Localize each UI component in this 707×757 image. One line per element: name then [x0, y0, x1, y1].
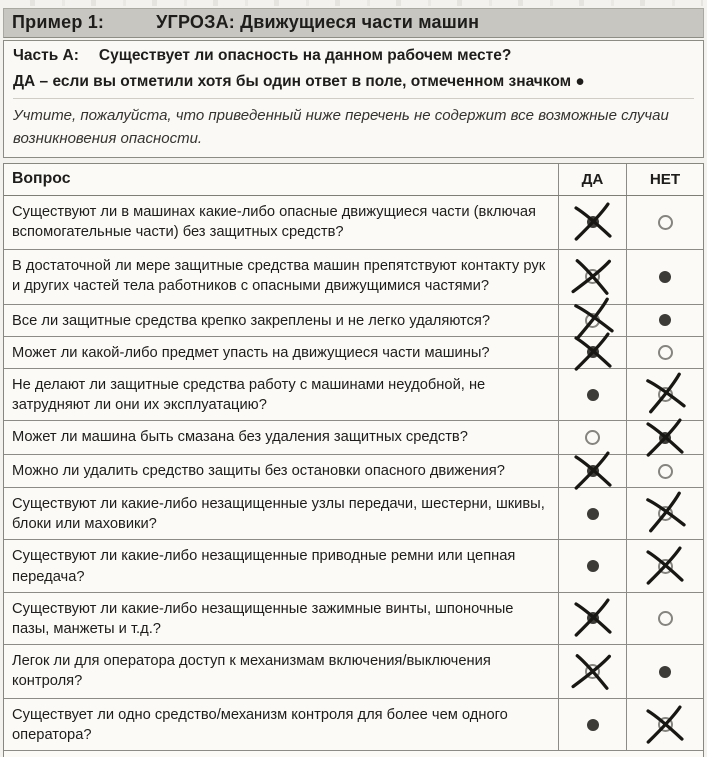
no-answer-cell [626, 250, 703, 304]
table-row [4, 421, 703, 455]
answer-mark [559, 540, 626, 591]
answer-empty-circle-icon [658, 464, 673, 479]
table-row [4, 196, 703, 250]
answer-mark [627, 337, 703, 368]
part-a-note: Учтите, пожалуйста, что приведенный ниже перечень не содержит все возможные случаи возникновения опасности. [13, 107, 669, 147]
part-a-heading-line [13, 47, 694, 65]
answer-filled-dot-icon [659, 666, 671, 678]
question-cell: Может ли машина быть смазана без удаления защитных средств? [12, 429, 468, 446]
question-cell: Существует ли одно средство/механизм контроля для более чем одного оператора? [12, 707, 508, 744]
answer-mark [559, 421, 626, 454]
answer-filled-dot-icon [587, 346, 599, 358]
yes-answer-cell [558, 337, 626, 368]
question-column-header: Вопрос [12, 170, 71, 187]
answer-empty-circle-icon [658, 387, 673, 402]
yes-column-header: ДА [558, 164, 626, 195]
question-cell: В достаточной ли мере защитные средства машин препятствуют контакту рук и других частей тела работников с опасными движущимися частями? [12, 257, 546, 294]
part-a-yes-rule: ДА – если вы отметили хотя бы один ответ в поле, отмеченном значком ● [13, 73, 694, 99]
table-row [4, 488, 703, 540]
answer-mark [559, 488, 626, 539]
question-cell: Существуют ли в машинах какие-либо опасные движущиеся части (включая вспомогательные части) без защитных средств? [12, 203, 536, 240]
example-label: Пример 1: [12, 12, 105, 32]
no-answer-cell [626, 645, 703, 698]
yes-answer-cell [558, 455, 626, 487]
answer-empty-circle-icon [585, 664, 600, 679]
no-answer-cell [626, 196, 703, 249]
answer-filled-dot-icon [659, 314, 671, 326]
no-answer-cell [626, 455, 703, 487]
yes-answer-cell [558, 540, 626, 591]
no-answer-cell [626, 421, 703, 454]
example-title-bar [3, 8, 704, 38]
answer-mark [559, 196, 626, 249]
answer-filled-dot-icon [659, 271, 671, 283]
answer-filled-dot-icon [587, 216, 599, 228]
no-answer-cell [626, 305, 703, 336]
answer-mark [559, 337, 626, 368]
table-row [4, 593, 703, 645]
question-cell: Все ли защитные средства крепко закреплены и не легко удаляются? [12, 312, 491, 329]
table-row [4, 305, 703, 337]
answer-empty-circle-icon [658, 345, 673, 360]
answer-mark [627, 250, 703, 304]
threat-title: УГРОЗА: Движущиеся части машин [156, 12, 480, 32]
cropped-next-row-artifact [4, 751, 703, 757]
answer-filled-dot-icon [659, 432, 671, 444]
answer-mark [559, 455, 626, 487]
yes-answer-cell [558, 645, 626, 698]
answer-mark [559, 250, 626, 304]
answer-filled-dot-icon [587, 719, 599, 731]
yes-answer-cell [558, 421, 626, 454]
answer-mark [559, 645, 626, 698]
part-a-label: Часть А: [13, 47, 79, 64]
no-answer-cell [626, 369, 703, 420]
answer-mark [627, 455, 703, 487]
table-row [4, 250, 703, 305]
answer-mark [627, 540, 703, 591]
answer-mark [627, 699, 703, 750]
answer-mark [627, 305, 703, 336]
question-cell: Легок ли для оператора доступ к механизмам включения/выключения контроля? [12, 653, 491, 690]
no-answer-cell [626, 337, 703, 368]
yes-answer-cell [558, 196, 626, 249]
answer-filled-dot-icon [587, 465, 599, 477]
answer-mark [627, 369, 703, 420]
question-cell: Существуют ли какие-либо незащищенные зажимные винты, шпоночные пазы, манжеты и т.д.? [12, 600, 514, 637]
table-row [4, 540, 703, 592]
answer-empty-circle-icon [585, 269, 600, 284]
answer-mark [627, 645, 703, 698]
question-cell: Существуют ли какие-либо незащищенные узлы передачи, шестерни, шкивы, блоки или маховики? [12, 496, 545, 533]
no-answer-cell [626, 540, 703, 591]
table-row [4, 455, 703, 488]
table-header-row [4, 164, 703, 196]
part-a-question: Существует ли опасность на данном рабочем месте? [98, 47, 512, 64]
answer-empty-circle-icon [585, 313, 600, 328]
answer-empty-circle-icon [658, 215, 673, 230]
answer-mark [559, 305, 626, 336]
question-cell: Не делают ли защитные средства работу с машинами неудобной, не затрудняют ли они их эксплуатацию? [12, 376, 486, 414]
answer-empty-circle-icon [658, 506, 673, 521]
yes-answer-cell [558, 369, 626, 420]
table-row [4, 699, 703, 751]
question-cell: Существуют ли какие-либо незащищенные приводные ремни или цепная передача? [12, 548, 516, 585]
yes-answer-cell [558, 699, 626, 750]
answer-filled-dot-icon [587, 560, 599, 572]
yes-answer-cell [558, 305, 626, 336]
answer-empty-circle-icon [658, 559, 673, 574]
question-cell: Может ли какой-либо предмет упасть на движущиеся части машины? [12, 344, 490, 361]
table-row [4, 337, 703, 369]
table-row [4, 369, 703, 421]
no-column-header: НЕТ [626, 164, 703, 195]
answer-mark [559, 369, 626, 420]
answer-mark [627, 196, 703, 249]
answer-mark [627, 593, 703, 644]
table-row [4, 645, 703, 699]
answer-empty-circle-icon [585, 430, 600, 445]
yes-answer-cell [558, 488, 626, 539]
no-answer-cell [626, 699, 703, 750]
answer-filled-dot-icon [587, 612, 599, 624]
answer-empty-circle-icon [658, 717, 673, 732]
answer-filled-dot-icon [587, 389, 599, 401]
part-a-section [3, 40, 704, 158]
hazard-question-table [3, 163, 704, 757]
no-answer-cell [626, 488, 703, 539]
answer-mark [559, 593, 626, 644]
yes-answer-cell [558, 593, 626, 644]
no-answer-cell [626, 593, 703, 644]
cropped-print-artifact [4, 0, 703, 6]
answer-mark [559, 699, 626, 750]
answer-mark [627, 421, 703, 454]
answer-mark [627, 488, 703, 539]
yes-answer-cell [558, 250, 626, 304]
answer-empty-circle-icon [658, 611, 673, 626]
answer-filled-dot-icon [587, 508, 599, 520]
question-cell: Можно ли удалить средство защиты без остановки опасного движения? [12, 463, 505, 480]
